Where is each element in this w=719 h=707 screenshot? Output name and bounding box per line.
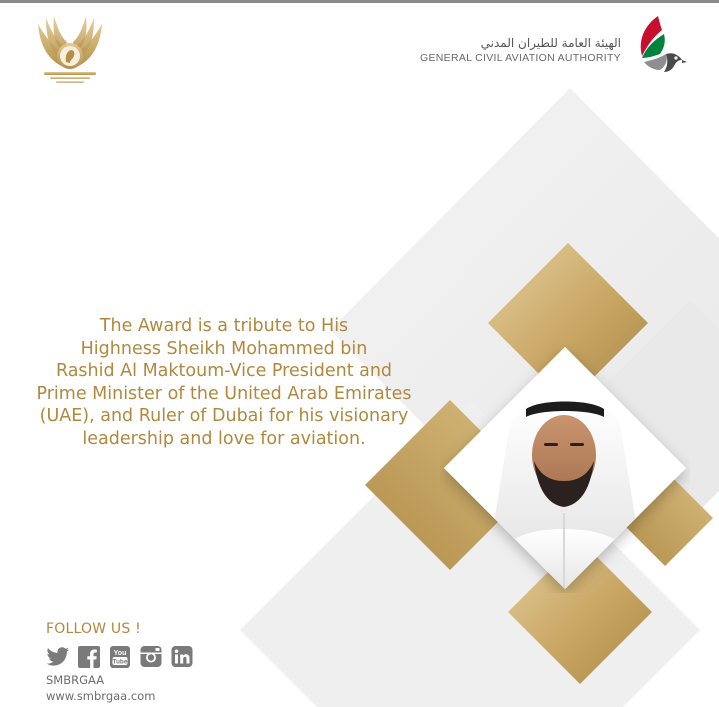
linkedin-icon[interactable] [170, 646, 194, 668]
tribute-line: Rashid Al Maktoum-Vice President and [55, 361, 393, 382]
tribute-text [4, 315, 444, 451]
youtube-icon[interactable] [108, 646, 132, 668]
facebook-icon[interactable] [77, 646, 101, 668]
social-handle: SMBRGAA [46, 673, 105, 687]
gcaa-arabic-name: الهيئة العامة للطيران المدني [480, 36, 621, 50]
svg-text:Tube: Tube [112, 658, 128, 666]
gcaa-english-name: GENERAL CIVIL AVIATION AUTHORITY [420, 52, 621, 64]
svg-text:You: You [113, 650, 127, 657]
tribute-line: leadership and love for aviation. [82, 428, 366, 449]
social-links [46, 646, 194, 668]
tribute-line: Prime Minister of the United Arab Emirates [36, 383, 412, 404]
gcaa-falcon-emblem-icon [632, 12, 688, 78]
instagram-icon[interactable] [139, 646, 163, 668]
website-link[interactable]: www.smbrgaa.com [46, 689, 156, 703]
tribute-line: (UAE), and Ruler of Dubai for his visionary [39, 406, 409, 427]
tribute-line: Highness Sheikh Mohammed bin [80, 338, 368, 359]
tribute-line: The Award is a tribute to His [99, 316, 349, 336]
follow-us-label: FOLLOW US ! [46, 621, 141, 637]
twitter-icon[interactable] [46, 646, 70, 668]
falcon-wings-emblem-icon [30, 10, 110, 90]
portrait-diamond [440, 343, 690, 593]
